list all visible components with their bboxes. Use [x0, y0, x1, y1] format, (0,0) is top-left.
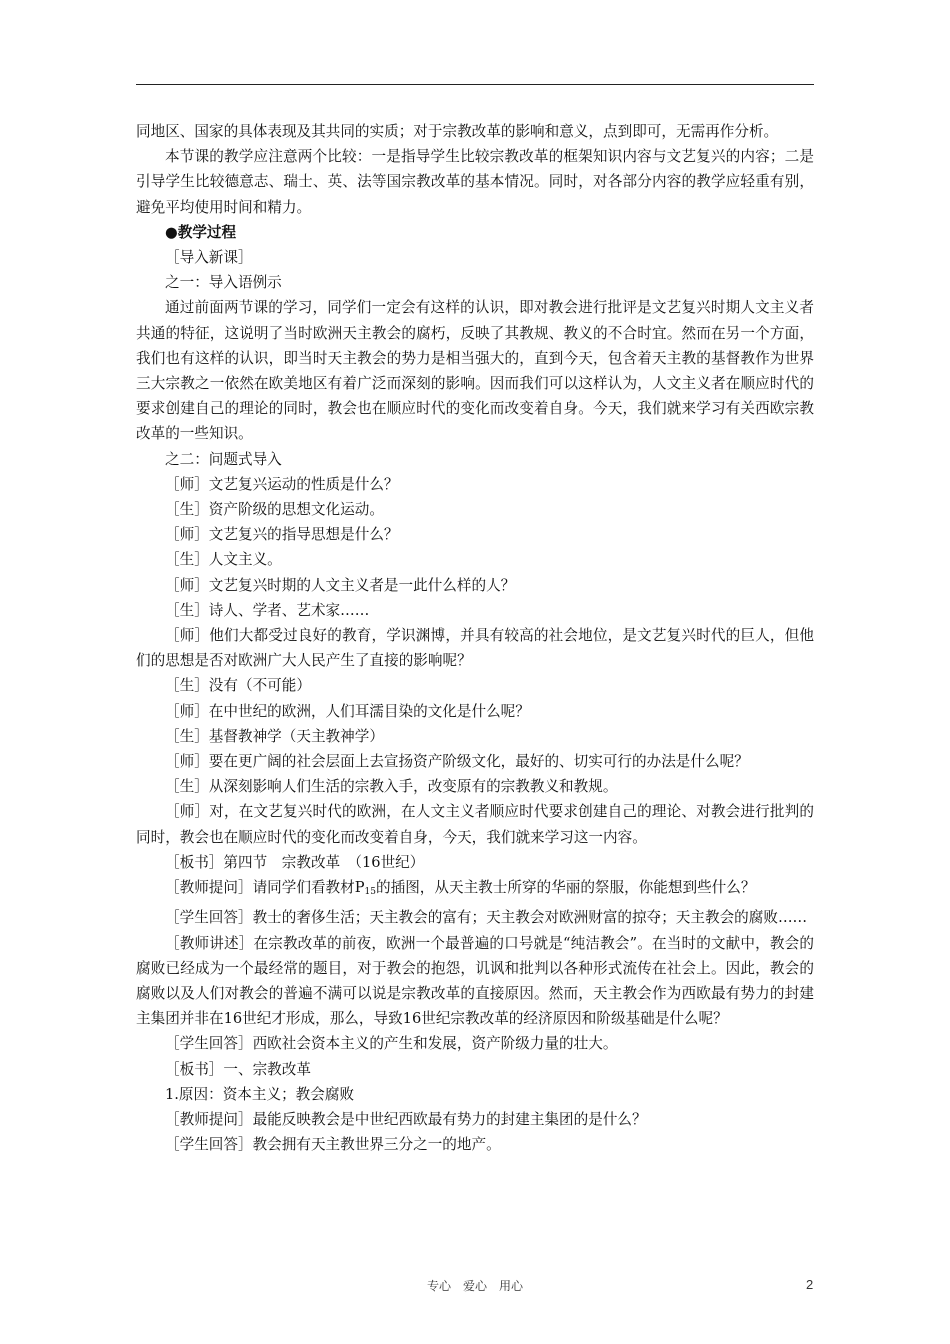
dialogue-line: ［师］要在更广阔的社会层面上去宣扬资产阶级文化，最好的、切实可行的办法是什么呢？ — [165, 753, 749, 771]
blackboard-note: ［板书］第四节 宗教改革 （16世纪） — [165, 853, 425, 871]
dialogue-line: ［生］资产阶级的思想文化运动。 — [165, 501, 384, 519]
paragraph: 之一：导入语例示 — [165, 274, 282, 292]
dialogue-line: ［师］在中世纪的欧洲，人们耳濡目染的文化是什么呢？ — [165, 702, 530, 720]
teacher-narration: ［教师讲述］在宗教改革的前夜，欧洲一个最普遍的口号就是“纯洁教会”。在当时的文献中，教会的腐败已经成为一个最经常的题目，对于教会的抱怨，讥讽和批判以各种形式流传在社会上。因此，教会的腐败以及人们对教会的普遍不满可以说是宗教改革的直接原因。然而，天主教会作为西欧最有势力的封建主集团并非在16世纪才形成，那么，导致16世纪宗教改革的经济原因和阶级基础是什么呢？ — [136, 934, 814, 1028]
paragraph: ［导入新课］ — [165, 249, 253, 267]
dialogue-line: ［师］他们大都受过良好的教育，学识渊博，并具有较高的社会地位，是文艺复兴时代的巨人，但他们的思想是否对欧洲广大人民产生了直接的影响呢？ — [136, 627, 814, 670]
paragraph: 通过前面两节课的学习，同学们一定会有这样的认识，即对教会进行批评是文艺复兴时期人文主义者共通的特征，这说明了当时欧洲天主教会的腐朽，反映了其教规、教义的不合时宜。然而在另一个方面，我们也有这样的认识，即当时天主教会的势力是相当强大的，直到今天，包含着天主教的基督教作为世界三大宗教之一依然在欧美地区有着广泛而深刻的影响。因而我们可以这样认为，人文主义者在顺应时代的要求创建自己的理论的同时，教会也在顺应时代的变化而改变着自身。今天，我们就来学习有关西欧宗教改革的一些知识。 — [136, 299, 814, 443]
student-answer: ［学生回答］教士的奢侈生活；天主教会的富有；天主教会对欧洲财富的掠夺；天主教会的腐败…… — [165, 909, 808, 927]
document-body — [136, 119, 814, 1157]
blackboard-note: 1.原因：资本主义；教会腐败 — [165, 1085, 355, 1103]
teacher-question — [136, 875, 814, 905]
dialogue-line: ［生］诗人、学者、艺术家…… — [165, 601, 370, 619]
paragraph: 之二：问题式导入 — [165, 450, 282, 468]
footer-motto: 专心 爱心 用心 — [426, 1279, 523, 1293]
section-heading: ●教学过程 — [165, 223, 237, 241]
dialogue-line: ［生］没有（不可能） — [165, 677, 311, 695]
page-number: 2 — [806, 1277, 814, 1292]
student-answer: ［学生回答］西欧社会资本主义的产生和发展，资产阶级力量的壮大。 — [165, 1035, 618, 1053]
dialogue-line: ［师］文艺复兴的指导思想是什么？ — [165, 526, 399, 544]
dialogue-line: ［生］基督教神学（天主教神学） — [165, 727, 384, 745]
dialogue-line: ［师］文艺复兴运动的性质是什么？ — [165, 475, 399, 493]
blackboard-note: ［板书］一、宗教改革 — [165, 1060, 311, 1078]
header-rule — [136, 84, 814, 85]
dialogue-line: ［师］文艺复兴时期的人文主义者是一此什么样的人？ — [165, 576, 516, 594]
student-answer: ［学生回答］教会拥有天主教世界三分之一的地产。 — [165, 1136, 501, 1154]
dialogue-line: ［生］人文主义。 — [165, 551, 282, 569]
paragraph: 同地区、国家的具体表现及其共同的实质；对于宗教改革的影响和意义，点到即可，无需再作分析。 — [136, 123, 779, 140]
dialogue-line: ［师］对，在文艺复兴时代的欧洲，在人文主义者顺应时代要求创建自己的理论、对教会进行批判的同时，教会也在顺应时代的变化而改变着自身，今天，我们就来学习这一内容。 — [136, 803, 814, 846]
teacher-question-part2: 的插图，从天主教士所穿的华丽的祭服，你能想到些什么？ — [376, 879, 756, 897]
teacher-question: ［教师提问］最能反映教会是中世纪西欧最有势力的封建主集团的是什么？ — [165, 1110, 647, 1128]
paragraph: 本节课的教学应注意两个比较：一是指导学生比较宗教改革的框架知识内容与文艺复兴的内容；二是引导学生比较德意志、瑞士、英、法等国宗教改革的基本情况。同时，对各部分内容的教学应轻重有别，避免平均使用时间和精力。 — [136, 148, 814, 216]
page-subscript: 15 — [364, 887, 376, 898]
dialogue-line: ［生］从深刻影响人们生活的宗教入手，改变原有的宗教教义和教规。 — [165, 778, 618, 796]
teacher-question-part1: ［教师提问］请同学们看教材P — [165, 879, 365, 897]
